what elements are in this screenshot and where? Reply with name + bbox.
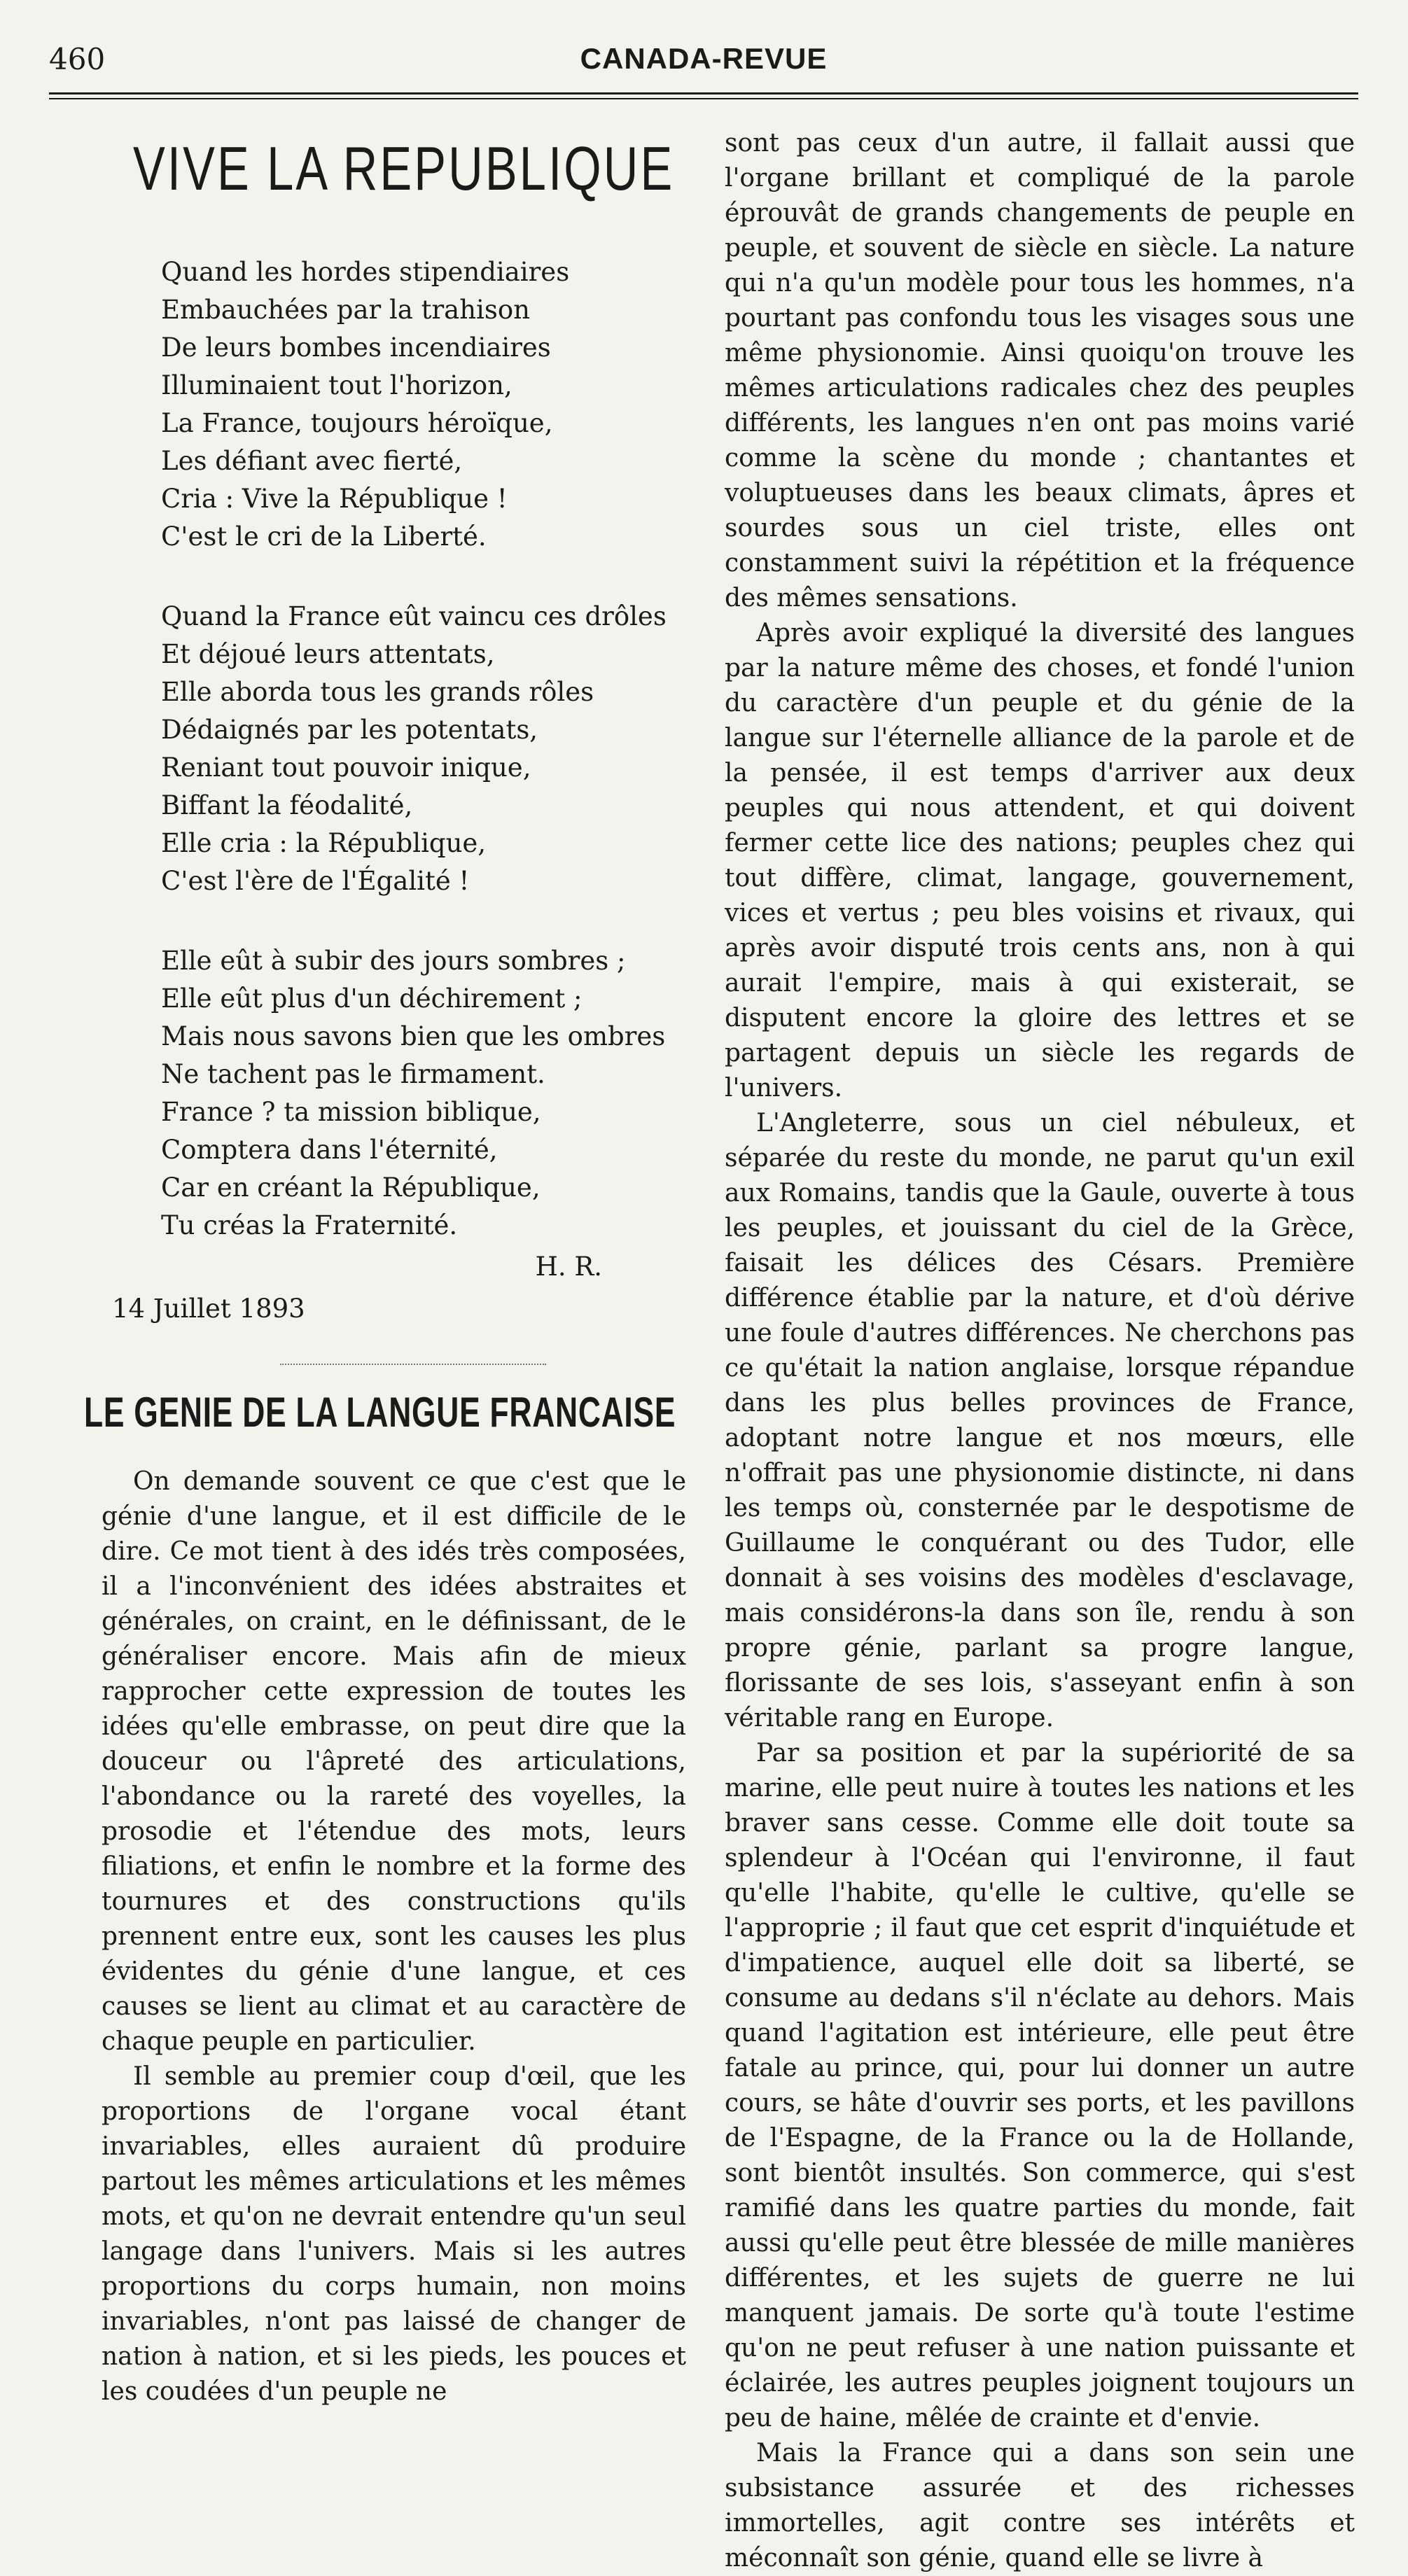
- article-paragraph: Il semble au premier coup d'œil, que les proportions de l'organe vocal étant invariables, elles auraient dû produire partout les mêmes articulations et les mêmes mots, et qu'on ne devrait entendre qu'un seul langage dans l'univers. Mais si les autres proportions du corps humain, non moins invariables, n'ont pas laissé de changer de nation à nation, et si les pieds, les pouces et les coudées d'un peuple ne: [102, 2062, 686, 2406]
- article-paragraph: Par sa position et par la supériorité de sa marine, elle peut nuire à toutes les nations et les braver sans cesse. Comme elle doit toute sa splendeur à l'Océan qui l'environne, il faut qu'elle l'habite, qu'elle le cultive, qu'elle se l'approprie ; il faut que cet esprit d'inquiétude et d'impatience, auquel elle doit sa liberté, se consume au dedans s'il n'éclate au dehors. Mais quand l'agitation est intérieure, elle peut être fatale au prince, qui, pour lui donner un autre cours, se hâte d'ouvrir ses ports, et les pavillons de l'Espagne, de la France ou la de Hollande, sont bientôt insultés. Son commerce, qui s'est ramifié dans les quatre parties du monde, fait aussi qu'elle peut être blessée de mille manières différentes, et les sujets de guerre ne lui manquent jamais. De sorte qu'à toute l'estime qu'on ne peut refuser à une nation puissante et éclairée, les autres peuples joignent toujours un peu de haine, mêlée de crainte et d'envie.: [725, 1739, 1355, 2432]
- article-paragraph: sont pas ceux d'un autre, il fallait aussi que l'organe brillant et compliqué de la parole éprouvât de grands changements de peuple en peuple, et souvent de siècle en siècle. La nature qui n'a qu'un modèle pour tous les hommes, n'a pourtant pas confondu tous les visages sous une même physionomie. Ainsi quoiqu'on trouve les mêmes articulations radicales chez des peuples différents, les langues n'en ont pas moins varié comme la scène du monde ; chantantes et voluptueuses dans les beaux climats, âpres et sourdes sous un ciel triste, elles ont constamment suivi la répétition et la fréquence des mêmes sensations.: [725, 129, 1355, 612]
- poem-line: Les défiant avec fierté,: [161, 446, 463, 476]
- poem-line: Car en créant la République,: [161, 1172, 541, 1203]
- poem-stanza-2: [161, 598, 686, 900]
- poem-stanza-1: [161, 253, 686, 556]
- poem-line: Elle eût à subir des jours sombres ;: [161, 946, 626, 976]
- poem-line: Elle cria : la République,: [161, 828, 487, 858]
- poem-line: C'est le cri de la Liberté.: [161, 522, 487, 552]
- poem-line: France ? ta mission biblique,: [161, 1097, 541, 1127]
- poem-stanza-3: [161, 942, 686, 1245]
- page-header: [49, 42, 1358, 98]
- poem-line: Cria : Vive la République !: [161, 484, 508, 514]
- poem-line: C'est l'ère de l'Égalité !: [161, 866, 470, 896]
- poem-signature: H. R.: [535, 1252, 602, 1282]
- poem-line: Illuminaient tout l'horizon,: [161, 370, 513, 400]
- article-paragraph: L'Angleterre, sous un ciel nébuleux, et séparée du reste du monde, ne parut qu'un exil aux Romains, tandis que la Gaule, ouverte à tous les peuples, et jouissant du ciel de la Grèce, faisait les délices des Césars. Première différence établie par la nature, et d'où dérive une foule d'autres différences. Ne cherchons pas ce qu'était la nation anglaise, lorsque répandue dans les plus belles provinces de France, adoptant notre langue et nos mœurs, elle n'offrait pas une physionomie distincte, ni dans les temps où, consternée par le despotisme de Guillaume le conquérant ou des Tudor, elle donnait à ses voisins des modèles d'esclavage, mais considérons-la dans son île, rendu à son propre génie, parlant sa progre langue, florissante de ses lois, s'asseyant enfin à son véritable rang en Europe.: [725, 1109, 1355, 1732]
- poem-line: Elle aborda tous les grands rôles: [161, 677, 594, 707]
- poem-line: Et déjoué leurs attentats,: [161, 639, 495, 669]
- page-number: 460: [49, 42, 106, 76]
- article-paragraph: On demande souvent ce que c'est que le génie d'une langue, et il est difficile de le dire. Ce mot tient à des idés très composées, il a l'inconvénient des idées abstraites et générales, on craint, en le définissant, de le généraliser encore. Mais afin de mieux rapprocher cette expression de toutes les idées qu'elle embrasse, on peut dire que la douceur ou l'âpreté des articulations, l'abondance ou la rareté des voyelles, la prosodie et l'étendue des mots, leurs filiations, et enfin le nombre et la forme des tournures et des constructions qu'ils prennent entre eux, sont les causes les plus évidentes du génie d'une langue, et ces causes se lient au climat et au caractère de chaque peuple en particulier.: [102, 1467, 686, 2056]
- poem-line: La France, toujours héroïque,: [161, 408, 553, 438]
- poem-line: Mais nous savons bien que les ombres: [161, 1021, 666, 1051]
- poem-line: Biffant la féodalité,: [161, 790, 413, 820]
- poem-signature-row: [70, 1252, 686, 1336]
- article-title: LE GENIE DE LA LANGUE FRANCAISE: [84, 1389, 676, 1436]
- poem-date: 14 Juillet 1893: [112, 1294, 305, 1324]
- poem-line: De leurs bombes incendiaires: [161, 332, 551, 363]
- left-column: [70, 126, 686, 2409]
- poem-line: Quand les hordes stipendiaires: [161, 257, 570, 287]
- poem-line: Tu créas la Fraternité.: [161, 1210, 458, 1240]
- poem-line: Comptera dans l'éternité,: [161, 1135, 498, 1165]
- poem-line: Ne tachent pas le firmament.: [161, 1059, 545, 1089]
- poem-line: Embauchées par la trahison: [161, 295, 530, 325]
- poem-line: Dédaignés par les potentats,: [161, 715, 538, 745]
- poem-title: VIVE LA REPUBLIQUE: [133, 134, 675, 203]
- running-title: CANADA-REVUE: [580, 42, 828, 75]
- article-paragraph: Mais la France qui a dans son sein une subsistance assurée et des richesses immortelles, agit contre ses intérêts et méconnaît son génie, quand elle se livre à: [725, 2439, 1355, 2572]
- right-column: [725, 126, 1355, 2576]
- header-rule-thin: [49, 98, 1358, 99]
- section-separator: [280, 1364, 546, 1367]
- article-paragraph: Après avoir expliqué la diversité des langues par la nature même des choses, et fondé l'union du caractère d'un peuple et du génie de la langue sur l'éternelle alliance de la parole et de la pensée, il est temps d'arriver aux deux peuples qui nous attendent, et qui doivent fermer cette lice des nations; peuples chez qui tout diffère, climat, langage, gouvernement, vices et vertus ; peu bles voisins et rivaux, qui après avoir disputé trois cents ans, non à qui aurait l'empire, mais à qui existerait, se disputent encore la gloire des lettres et se partagent depuis un siècle les regards de l'univers.: [725, 619, 1355, 1102]
- header-rule: [49, 92, 1358, 94]
- poem-line: Quand la France eût vaincu ces drôles: [161, 601, 667, 631]
- poem-line: Reniant tout pouvoir inique,: [161, 752, 531, 783]
- poem-line: Elle eût plus d'un déchirement ;: [161, 983, 583, 1014]
